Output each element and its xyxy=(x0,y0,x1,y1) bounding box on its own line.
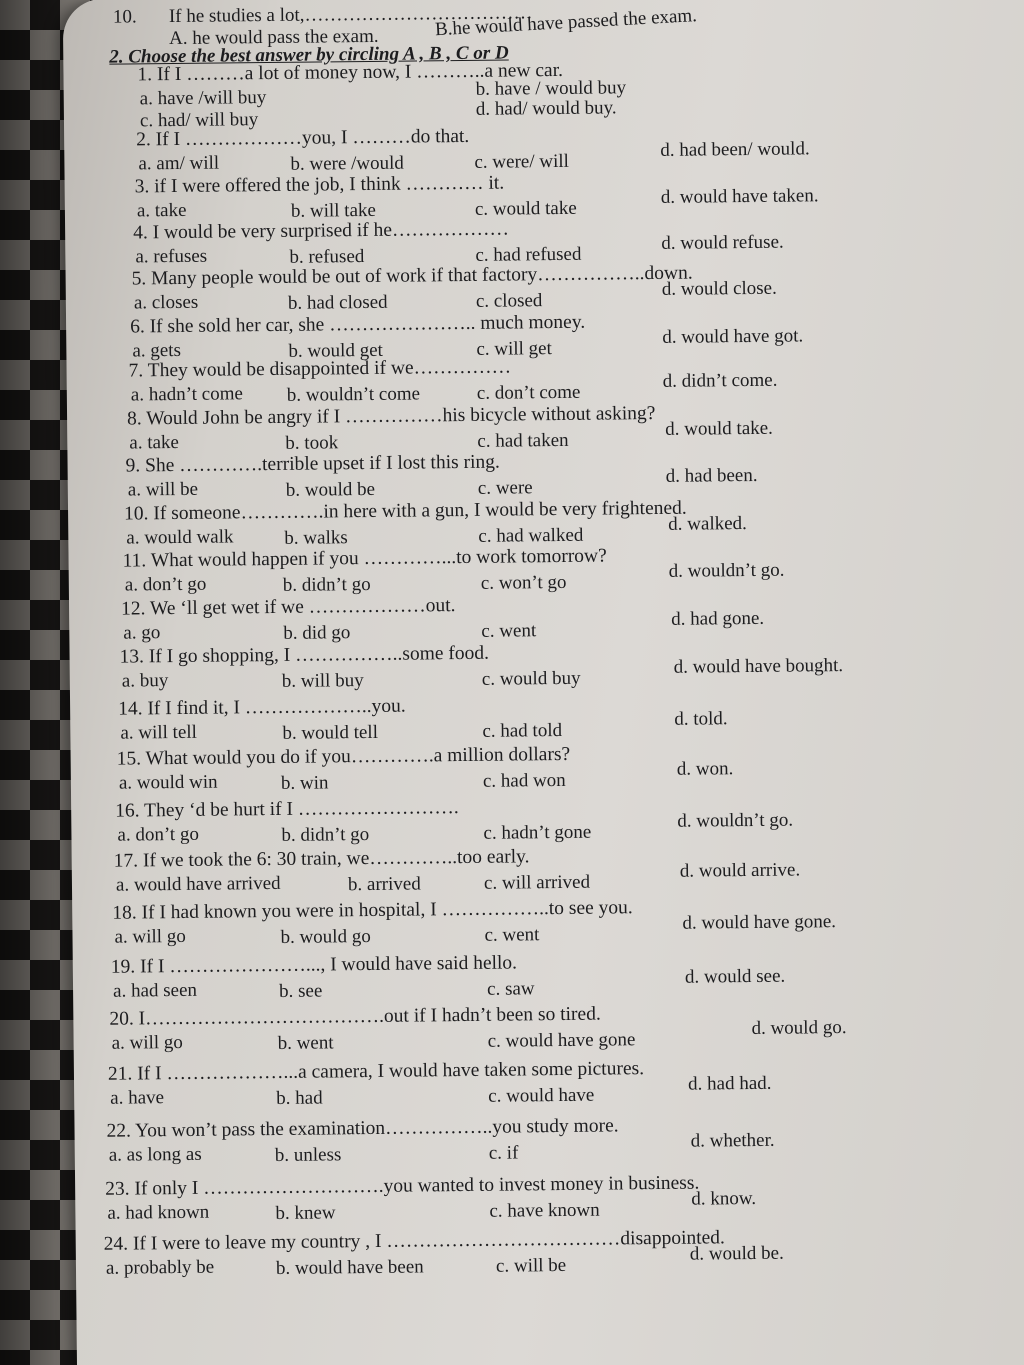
question-20-option-b: b. went xyxy=(277,1032,334,1054)
question-19-option-d: d. would see. xyxy=(684,965,786,988)
question-3-option-a: a. take xyxy=(136,199,187,222)
question-12-option-c: c. went xyxy=(481,620,537,642)
question-23-option-a: a. had known xyxy=(107,1201,210,1224)
question-21-option-b: b. had xyxy=(276,1087,323,1109)
question-13-option-a: a. buy xyxy=(121,670,169,692)
question-17-option-a: a. would have arrived xyxy=(115,872,281,896)
question-10-option-a: a. would walk xyxy=(126,526,234,549)
q10-option-b: B.he would have passed the exam. xyxy=(434,5,698,41)
question-8-stem: 8. Would John be angry if I ……………his bicycle without asking? xyxy=(126,402,656,430)
question-12-option-d: d. had gone. xyxy=(671,607,765,630)
question-21-stem: 21. If I ………………...a camera, I would have taken some pictures. xyxy=(107,1058,645,1085)
question-6-option-c: c. will get xyxy=(476,338,552,360)
question-9-option-d: d. had been. xyxy=(665,464,758,487)
question-14-option-c: c. had told xyxy=(482,719,563,742)
question-24-option-a: a. probably be xyxy=(105,1256,215,1279)
question-5-option-d: d. would close. xyxy=(661,277,777,300)
question-8-option-c: c. had taken xyxy=(477,429,569,452)
question-10-stem: 10. If someone………….in here with a gun, I would be very frightened. xyxy=(123,497,687,525)
section-title: 2. Choose the best answer by circling A , B , C or D xyxy=(109,42,509,68)
question-2-stem: 2. If I ………………you, I ………do that. xyxy=(136,125,470,151)
question-3-option-b: b. will take xyxy=(290,199,376,222)
question-3-option-d: d. would have taken. xyxy=(660,185,819,208)
question-19-option-c: c. saw xyxy=(486,978,535,1000)
question-14-option-d: d. told. xyxy=(674,708,728,730)
question-18-option-b: b. would go xyxy=(280,925,371,948)
question-19-stem: 19. If I …………………..., I would have said hello. xyxy=(110,952,518,978)
question-24-option-c: c. will be xyxy=(495,1254,567,1277)
question-9-option-a: a. will be xyxy=(127,478,199,501)
q10-stem: If he studies a lot,……………………………… xyxy=(168,2,533,28)
question-3-option-c: c. would take xyxy=(474,197,577,220)
question-22-option-c: c. if xyxy=(488,1142,519,1164)
question-10-option-d: d. walked. xyxy=(668,513,747,535)
question-12-stem: 12. We ‘ll get wet if we ………………out. xyxy=(120,595,456,620)
question-1-option-c: c. had/ will buy xyxy=(139,109,259,132)
question-11-option-d: d. wouldn’t go. xyxy=(668,559,785,582)
question-9-option-c: c. were xyxy=(477,477,533,499)
question-9-stem: 9. She ………….terrible upset if I lost this ring. xyxy=(125,451,500,477)
question-5-option-c: c. closed xyxy=(475,290,543,312)
question-10-option-b: b. walks xyxy=(284,527,348,549)
question-21-option-d: d. had had. xyxy=(687,1072,772,1095)
question-20-option-c: c. would have gone xyxy=(487,1029,636,1052)
question-4-option-c: c. had refused xyxy=(475,243,582,266)
question-14-option-a: a. will tell xyxy=(120,721,198,744)
question-21-option-c: c. would have xyxy=(488,1084,595,1107)
question-17-option-d: d. would arrive. xyxy=(679,859,801,882)
question-22-option-a: a. as long as xyxy=(108,1143,202,1166)
question-18-option-c: c. went xyxy=(484,924,540,946)
question-23-option-d: d. know. xyxy=(691,1187,757,1210)
question-8-option-a: a. take xyxy=(129,431,180,454)
question-7-option-a: a. hadn’t come xyxy=(130,383,243,406)
question-23-stem: 23. If only I ……………………….you wanted to invest money in business. xyxy=(105,1172,700,1200)
question-4-stem: 4. I would be very surprised if he……………… xyxy=(133,218,510,244)
question-12-option-b: b. did go xyxy=(283,622,351,644)
question-1-stem: 1. If I ………a lot of money now, I ………..a new car. xyxy=(137,59,564,86)
question-2-option-a: a. am/ will xyxy=(138,152,220,175)
question-8-option-d: d. would take. xyxy=(665,417,773,440)
question-1-option-b: b. have / would buy xyxy=(475,77,627,100)
q10-number: 10. xyxy=(112,6,137,28)
question-1-option-a: a. have /will buy xyxy=(139,87,267,110)
question-7-option-b: b. wouldn’t come xyxy=(286,383,421,406)
question-18-stem: 18. If I had known you were in hospital, I ……………..to see you. xyxy=(112,897,633,924)
question-24-stem: 24. If I were to leave my country , I ………………………………disappointed. xyxy=(103,1227,726,1255)
question-2-option-d: d. had been/ would. xyxy=(660,138,810,161)
question-5-option-b: b. had closed xyxy=(287,291,388,314)
question-4-option-a: a. refuses xyxy=(135,245,208,268)
question-2-option-c: c. were/ will xyxy=(474,150,569,173)
question-15-option-c: c. had won xyxy=(482,769,566,792)
question-12-option-a: a. go xyxy=(123,622,161,644)
question-11-stem: 11. What would happen if you …………...to work tomorrow? xyxy=(122,545,607,572)
q10-option-a: A. he would pass the exam. xyxy=(169,25,379,50)
question-9-option-b: b. would be xyxy=(285,478,376,501)
question-15-option-b: b. win xyxy=(280,772,329,794)
question-7-option-d: d. didn’t come. xyxy=(662,369,778,392)
question-8-option-b: b. took xyxy=(285,432,339,454)
question-22-option-b: b. unless xyxy=(274,1144,342,1167)
question-20-option-a: a. will go xyxy=(111,1031,183,1054)
question-22-option-d: d. whether. xyxy=(690,1129,775,1152)
question-4-option-d: d. would refuse. xyxy=(661,231,784,254)
question-17-option-c: c. will arrived xyxy=(483,871,591,894)
question-13-option-c: c. would buy xyxy=(481,667,581,690)
question-19-option-a: a. had seen xyxy=(112,979,198,1002)
worksheet-paper xyxy=(63,0,1024,1365)
question-22-stem: 22. You won’t pass the examination……………..you study more. xyxy=(106,1115,619,1142)
question-7-option-c: c. don’t come xyxy=(476,381,581,404)
question-6-stem: 6. If she sold her car, she ………………….. much money. xyxy=(130,311,586,338)
question-6-option-d: d. would have got. xyxy=(662,325,804,348)
question-13-stem: 13. If I go shopping, I ……………..some food. xyxy=(119,642,490,668)
question-5-stem: 5. Many people would be out of work if that factory……………..down. xyxy=(131,262,693,290)
question-18-option-a: a. will go xyxy=(114,925,186,948)
question-19-option-b: b. see xyxy=(278,980,323,1002)
question-17-stem: 17. If we took the 6: 30 train, we…………..too early. xyxy=(113,846,530,872)
question-16-stem: 16. They ‘d be hurt if I ……………………. xyxy=(115,797,459,822)
question-11-option-a: a. don’t go xyxy=(124,573,207,596)
question-13-option-d: d. would have bought. xyxy=(673,655,844,678)
question-15-option-d: d. won. xyxy=(676,758,734,780)
question-2-option-b: b. were /would xyxy=(290,152,404,175)
question-6-option-a: a. gets xyxy=(132,339,182,362)
question-16-option-a: a. don’t go xyxy=(117,823,200,846)
question-20-stem: 20. I……………………………….out if I hadn’t been so tired. xyxy=(109,1003,601,1030)
question-21-option-a: a. have xyxy=(110,1087,165,1109)
question-24-option-d: d. would be. xyxy=(689,1242,784,1265)
question-23-option-c: c. have known xyxy=(489,1199,600,1222)
question-13-option-b: b. will buy xyxy=(281,670,364,692)
question-3-stem: 3. if I were offered the job, I think ………… it. xyxy=(134,172,505,198)
question-16-option-c: c. hadn’t gone xyxy=(483,821,592,844)
question-15-stem: 15. What would you do if you………….a million dollars? xyxy=(116,743,571,770)
question-20-option-d: d. would go. xyxy=(751,1017,847,1040)
question-7-stem: 7. They would be disappointed if we…………… xyxy=(128,356,512,382)
question-14-option-b: b. would tell xyxy=(282,721,379,744)
question-4-option-b: b. refused xyxy=(289,246,365,268)
question-24-option-b: b. would have been xyxy=(275,1256,424,1280)
question-15-option-a: a. would win xyxy=(118,771,218,794)
question-16-option-d: d. wouldn’t go. xyxy=(677,809,794,832)
question-1-option-d: d. had/ would buy. xyxy=(475,97,617,120)
question-18-option-d: d. would have gone. xyxy=(682,911,837,934)
question-11-option-b: b. didn’t go xyxy=(282,573,371,596)
question-10-option-c: c. had walked xyxy=(478,524,584,547)
question-23-option-b: b. knew xyxy=(275,1202,336,1225)
question-16-option-b: b. didn’t go xyxy=(281,824,370,846)
question-17-option-b: b. arrived xyxy=(347,873,421,896)
question-6-option-b: b. would get xyxy=(288,339,383,362)
question-14-stem: 14. If I find it, I ………………..you. xyxy=(118,695,406,720)
question-5-option-a: a. closes xyxy=(133,291,199,314)
question-11-option-c: c. won’t go xyxy=(480,571,567,594)
